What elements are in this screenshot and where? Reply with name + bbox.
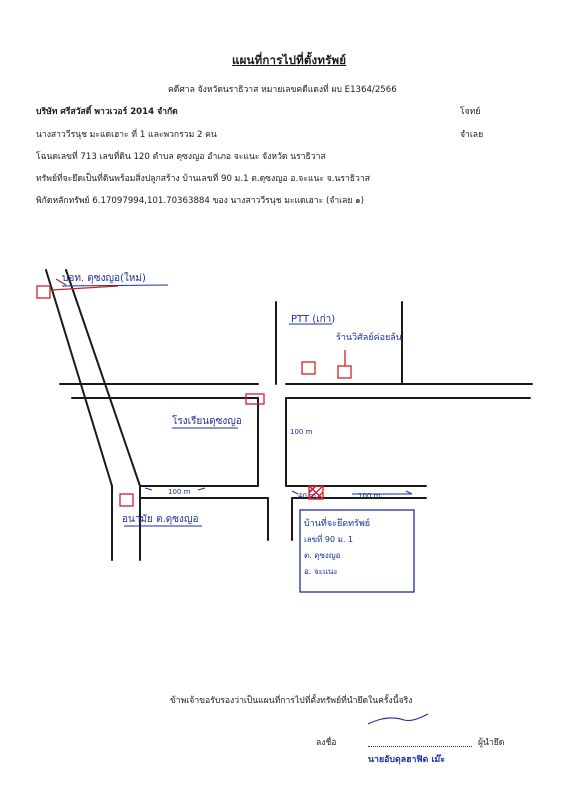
police-label-underline bbox=[62, 285, 168, 286]
defendant-name: นางสาววีรนุช มะแดเฮาะ ที่ 1 และพวกรวม 2 คน bbox=[36, 130, 217, 140]
signature-line bbox=[368, 746, 472, 747]
police-new-label: ปอท. ดุซงญอ(ใหม่) bbox=[62, 273, 146, 284]
shop-marker bbox=[338, 366, 351, 378]
coordinate-line: พิกัดหลักทรัพย์ 6.17097994,101.70363884 ของ นางสาววีรนุช มะแดเฮาะ (จำเลย ๑) bbox=[36, 196, 364, 206]
case-line: คดีศาล จังหวัดนราธิวาส หมายเลขคดีแดงที่ ผบ E1364/2566 bbox=[168, 85, 397, 95]
target-label-line4: อ. จะแนะ bbox=[304, 567, 338, 576]
road-lines bbox=[46, 270, 532, 560]
page-title: แผนที่การไปที่ตั้งทรัพย์ bbox=[232, 53, 347, 67]
police-station-marker bbox=[37, 286, 50, 298]
building-markers bbox=[37, 279, 414, 592]
ptt-old-label: PTT (เก่า) bbox=[291, 314, 336, 325]
signature-scribble bbox=[368, 714, 428, 724]
hospital-label: อนามัย ต.ดุซงญอ bbox=[122, 514, 199, 525]
police-pointer-line bbox=[52, 286, 118, 290]
distance-40: 40 m bbox=[298, 492, 316, 500]
distance-100-right: 100 m bbox=[358, 492, 381, 500]
plaintiff-role: โจทย์ bbox=[460, 107, 481, 117]
ink-marks bbox=[62, 285, 412, 526]
sign-label: ลงชื่อ bbox=[316, 738, 337, 748]
deed-line: โฉนดเลขที่ 713 เลขที่ดิน 120 ตำบล ดุซงญอ อำเภอ จะแนะ จังหวัด นราธิวาส bbox=[36, 152, 326, 162]
ptt-marker bbox=[302, 362, 315, 374]
plaintiff-name: บริษัท ศรีสวัสดิ์ พาวเวอร์ 2014 จำกัด bbox=[36, 107, 178, 117]
shop-label: ร้านวิศัลย์ค่อยล้น bbox=[336, 333, 402, 343]
distance-100-left: 100 m bbox=[168, 488, 191, 496]
hospital-marker bbox=[120, 494, 133, 506]
school-label: โรงเรียนดุซงญอ bbox=[172, 416, 242, 427]
distance-100-top: 100 m bbox=[290, 428, 313, 436]
property-line: ทรัพย์ที่จะยึดเป็นที่ดินพร้อมสิ่งปลูกสร้าง บ้านเลขที่ 90 ม.1 ต.ดุซงญอ อ.จะแนะ จ.นราธิวาส bbox=[36, 174, 370, 184]
defendant-role: จำเลย bbox=[460, 130, 484, 140]
signer-role: ผู้นำยึด bbox=[478, 738, 505, 748]
certification-text: ข้าพเจ้าขอรับรองว่าเป็นแผนที่การไปที่ตั้งทรัพย์ที่นำยึดในครั้งนี้จริง bbox=[170, 696, 413, 706]
signer-name: นายอับดุลฮาฟิด เม๊ะ bbox=[368, 755, 445, 765]
target-label-line2: เลขที่ 90 ม. 1 bbox=[304, 535, 354, 544]
target-label-line3: ต. ดุซงญอ bbox=[304, 551, 341, 560]
target-label-line1: บ้านที่จะยึดทรัพย์ bbox=[304, 519, 371, 529]
